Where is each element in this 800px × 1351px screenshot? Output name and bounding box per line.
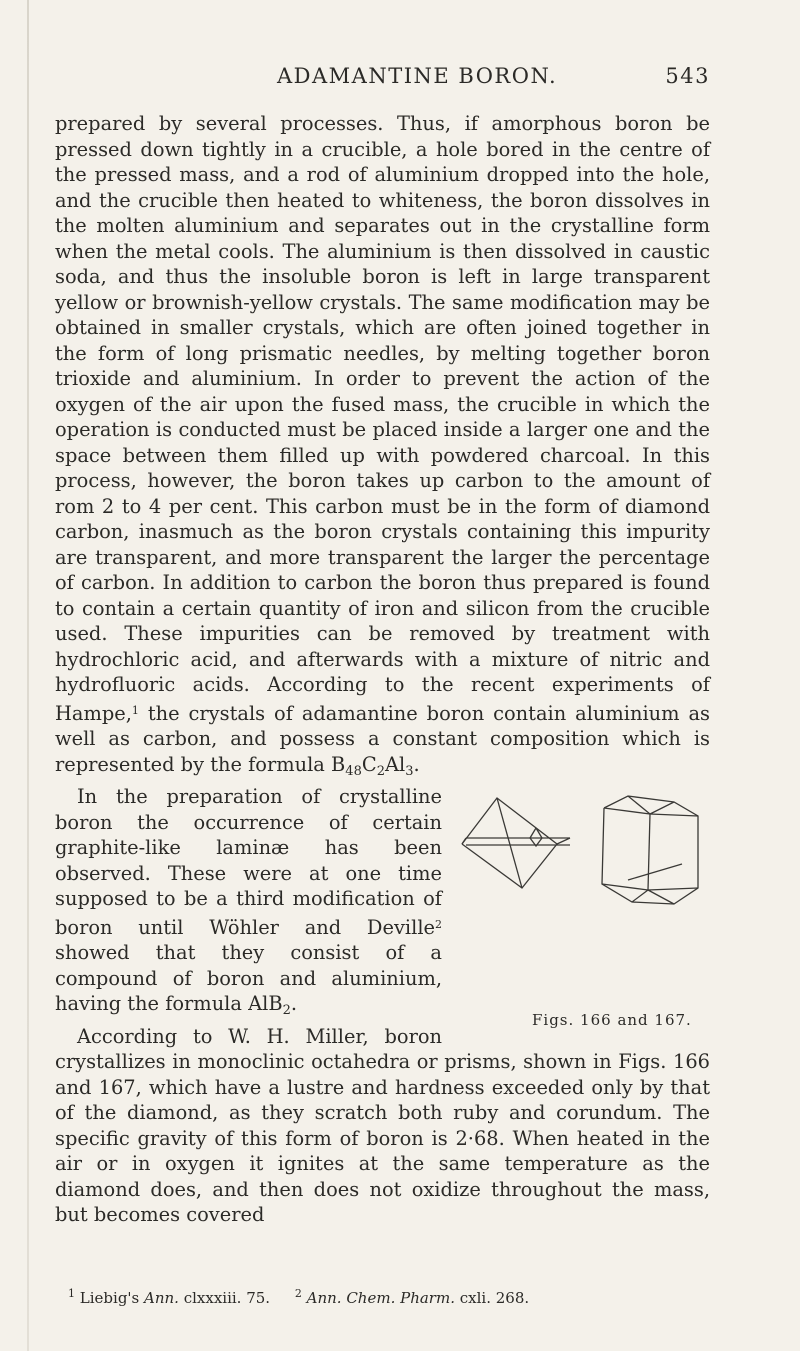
footnote-ref-1: 1 (131, 703, 139, 717)
running-title: ADAMANTINE BORON. (277, 64, 558, 88)
fig167-edge (648, 890, 674, 904)
figure-block (452, 788, 710, 1043)
fig167-edge (602, 884, 648, 890)
fig166-edge (557, 838, 570, 844)
figure-caption: Figs. 166 and 167. (532, 1011, 692, 1029)
fig166-edge (462, 838, 466, 844)
fig167-edge (628, 864, 682, 880)
fig167-edge (648, 814, 650, 890)
footnote-2: $^2$ Ann. Chem. Pharm. cxli. 268. (294, 1287, 530, 1307)
page-gutter-shadow (27, 0, 29, 1351)
paragraph-1: prepared by several processes. Thus, if amorphous boron be pressed down tightly in a crucible, a hole bored in the centre of the pressed mass, and a rod of aluminium dropped into the hole, and the crucible then heated to whiteness, the boron dissolves in the molten aluminium and separates out in the crystalline form when the metal cools. The aluminium is then dissolved in caustic soda, and thus the insoluble boron is left in large transparent yellow or brownish-yellow crystals. The same modification may be obtained in smaller crystals, which are often joined together in the form of long prismatic needles, by melting together boron trioxide and aluminium. In order to prevent the action of the oxygen of the air upon the fused mass, the crucible in which the operation is conducted must be placed inside a larger one and the space between them filled up with powdered charcoal. In this process, however, the boron takes up carbon to the amount of rom 2 to 4 per cent. This carbon must be in the form of diamond carbon, inasmuch as the boron crystals containing this impurity are transparent, and more transparent the larger the percentage of carbon. In addition to carbon the boron thus prepared is found to contain a certain quantity of iron and silicon from the crucible used. These impurities can be removed by treatment with hydrochloric acid, and afterwards with a mixture of nitric and hydrofluoric acids. According to the recent experiments of Hampe,$^1$ the crystals of adamantine boron contain aluminium as well as carbon, and possess a constant composition which is represented by the formula $B_{48}C_2Al_3$. (55, 112, 710, 779)
fig167-edge (650, 802, 674, 814)
footnote-ref-2: 2 (435, 917, 442, 931)
fig167-edge (650, 814, 698, 816)
paragraph-2: Figs. 166 and 167. In the preparation of crystalline boron the occurrence of certain graphite-like laminæ has been observed. These were at one time supposed to be a third modification of boron until Wöhler and Deville$^2$ showed that they consist of a compound of boron and aluminium, having the formula AlB$_2$. (55, 784, 710, 1024)
body-text (55, 111, 710, 1228)
paragraph-3: According to W. H. Miller, boron crystallizes in monoclinic octahedra or prisms, shown in Figs. 166 and 167, which have a lustre and hardness exceeded only by that of the diamond, as they scratch both ruby and corundum. The specific gravity of this form of boron is 2·68. When heated in the air or in oxygen it ignites at the same temperature as the diamond does, and then does not oxidize throughout the mass, but becomes covered (55, 1024, 710, 1226)
fig167-outline (602, 796, 698, 904)
fig167-edge (632, 890, 648, 902)
crystal-figures-illustration (452, 788, 710, 1013)
footnotes (68, 1287, 718, 1307)
page-number: 543 (665, 64, 710, 88)
fig167-edge (648, 888, 698, 890)
footnote-1: $^1$ Liebig's Ann. clxxxiii. 75. (68, 1287, 271, 1307)
fig166-edge (497, 798, 522, 888)
